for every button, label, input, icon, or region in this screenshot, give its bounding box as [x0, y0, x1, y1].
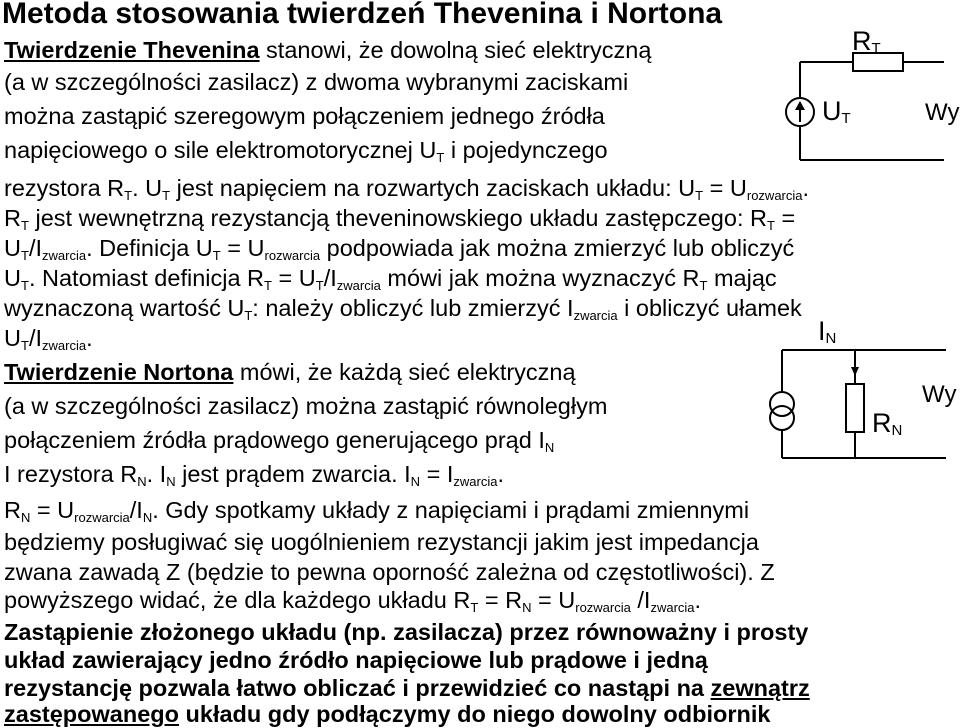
- thevenin-line-8: $U_T$. Natomiast definicja $R_T = U_T/I_{zwarcia}$ mówi jak można wyznaczyć $R_T$ mając: [4, 265, 777, 293]
- summary-line-1: Zastąpienie złożonego układu (np. zasilacza) przez równoważny i prosty: [4, 619, 809, 645]
- thevenin-line-5: rezystora $R_T$. $U_T$ jest napięciem na rozwartych zaciskach układu: $U_T = U_{rozwarcia}$.: [4, 175, 810, 203]
- svg-text:RN: RN: [872, 408, 903, 439]
- thevenin-line-3: można zastąpić szeregowym połączeniem jednego źródła: [4, 103, 605, 129]
- norton-line-7: zwana zawadą Z (będzie to pewna oporność zależna od częstotliwości). Z: [4, 559, 775, 585]
- thevenin-line-2: (a w szczególności zasilacz) z dwoma wybranymi zaciskami: [4, 69, 629, 95]
- norton-line-6: będziemy posługiwać się uogólnieniem rezystancji jakim jest impedancja: [4, 529, 759, 555]
- thevenin-line-1: Twierdzenie Thevenina stanowi, że dowolną sieć elektryczną: [4, 37, 652, 63]
- thevenin-line-9: wyznaczoną wartość $U_T$: należy obliczyć lub zmierzyć $I_{zwarcia}$ i obliczyć ułamek: [4, 295, 802, 323]
- norton-line-2: (a w szczególności zasilacz) można zastąpić równoległym: [4, 393, 608, 419]
- norton-line-3: połączeniem źródła prądowego generującego prąd $I_N$: [4, 427, 555, 455]
- page-title: Metoda stosowania twierdzeń Thevenina i Nortona: [2, 0, 723, 30]
- norton-heading: Twierdzenie Nortona: [4, 359, 234, 385]
- norton-line-4: I rezystora $R_N$. $I_N$ jest prądem zwarcia. $I_N = I_{zwarcia}$.: [4, 461, 504, 489]
- svg-text:Wy: Wy: [922, 381, 957, 408]
- norton-line-8: powyższego widać, że dla każdego układu $R_T = R_N = U_{rozwarcia}$ $/I_{zwarcia}$.: [4, 587, 702, 615]
- norton-line-5: $R_N = U_{rozwarcia}/I_N$. Gdy spotkamy układy z napięciami i prądami zmiennymi: [4, 497, 750, 525]
- summary-line-4: zastępowanego układu gdy podłączymy do niego dowolny odbiornik: [4, 701, 771, 727]
- thevenin-line-7: $U_T/I_{zwarcia}$. Definicja $U_T = U_{rozwarcia}$ podpowiada jak można zmierzyć lub obliczyć: [4, 235, 795, 263]
- thevenin-heading: Twierdzenie Thevenina: [4, 37, 260, 63]
- svg-text:IN: IN: [818, 316, 837, 347]
- thevenin-line-6: $R_T$ jest wewnętrzną rezystancją theveninowskiego układu zastępczego: $R_T$ =: [4, 205, 796, 233]
- thevenin-line-10: $U_T/I_{zwarcia}$.: [4, 325, 93, 353]
- summary-line-2: układ zawierający jedno źródło napięciowe lub prądowe i jedną: [4, 647, 708, 673]
- thevenin-line-4: napięciowego o sile elektromotorycznej $U_T$ i pojedynczego: [4, 137, 608, 165]
- summary-line-3: rezystancję pozwala łatwo obliczać i przewidzieć co nastąpi na zewnątrz: [4, 675, 810, 701]
- svg-text:RT: RT: [852, 26, 881, 57]
- norton-line-1: Twierdzenie Nortona mówi, że każdą sieć elektryczną: [4, 359, 576, 385]
- svg-text:Wy: Wy: [925, 99, 960, 126]
- svg-text:UT: UT: [822, 96, 851, 127]
